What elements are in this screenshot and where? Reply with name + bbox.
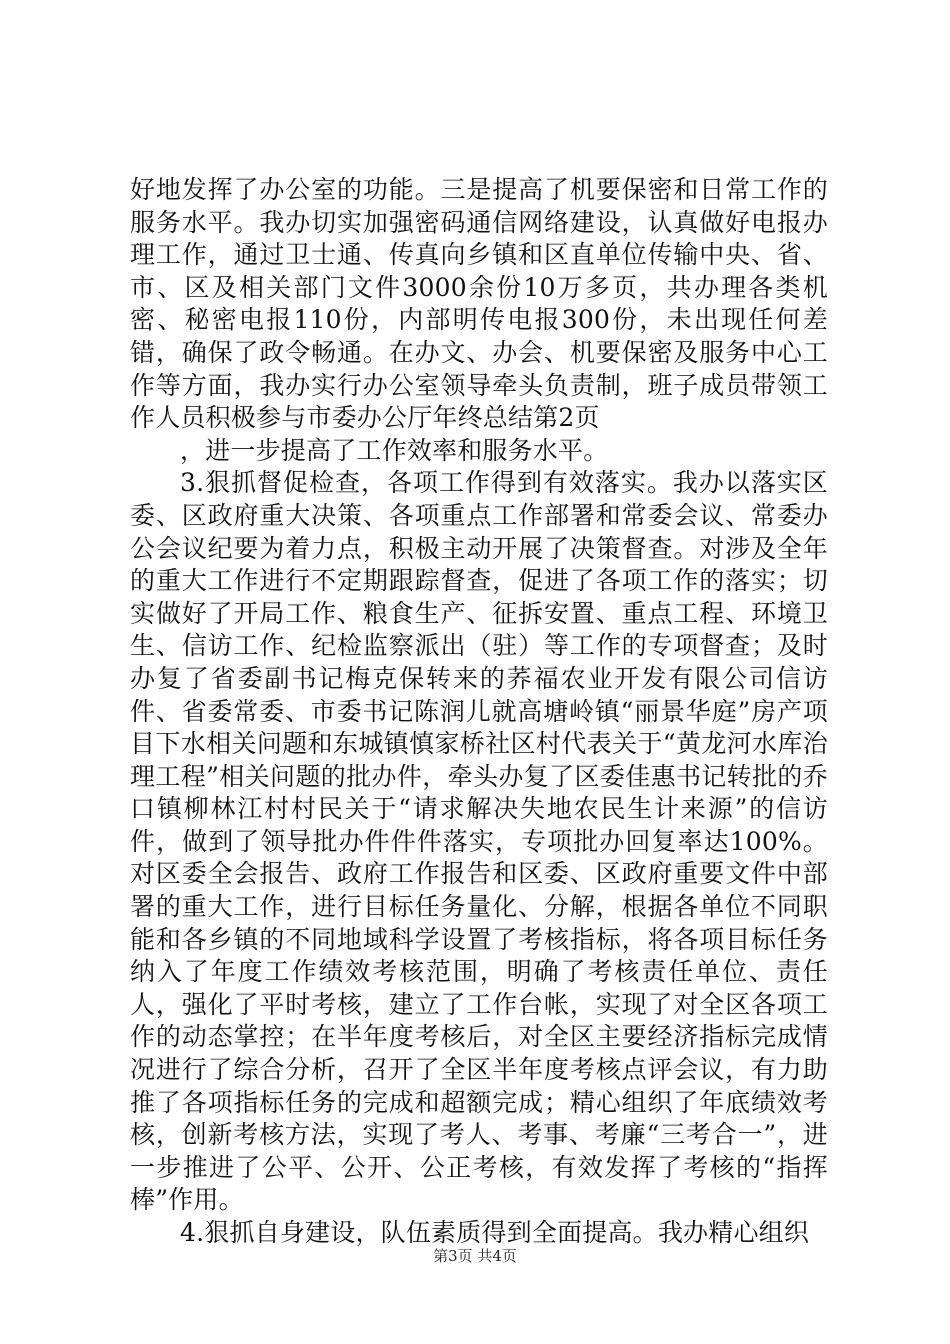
paragraph-continuation: 好地发挥了办公室的功能。三是提高了机要保密和日常工作的服务水平。我办切实加强密码通信网络建设，认真做好电报办理工作，通过卫士通、传真向乡镇和区直单位传输中央、省、市、区及相关部门文件3000余份10万多页，共办理各类机密、秘密电报110份，内部明传电报300份，未出现任何差错，确保了政令畅通。在办文、办会、机要保密及服务中心工作等方面，我办实行办公室领导牵头负责制，班子成员带领工作人员积极参与市委办公厅年终总结第2页 [130, 175, 828, 433]
paragraph-self-building: 4.狠抓自身建设，队伍素质得到全面提高。我办精心组织 [180, 1218, 810, 1247]
paragraph-continuation-fragment: ，进一步提高了工作效率和服务水平。 [180, 435, 609, 465]
page-footer: 第3页 共4页 [433, 1247, 517, 1265]
paragraph-supervision: 3.狠抓督促检查，各项工作得到有效落实。我办以落实区委、区政府重大决策、各项重点工作部署和常委会议、常委办公会议纪要为着力点，积极主动开展了决策督查。对涉及全年的重大工作进行不定期跟踪督查，促进了各项工作的落实；切实做好了开局工作、粮食生产、征拆安置、重点工程、环境卫生、信访工作、纪检监察派出（驻）等工作的专项督查；及时办复了省委副书记梅克保转来的荞福农业开发有限公司信访件、省委常委、市委书记陈润儿就高塘岭镇“丽景华庭”房产项目下水相关问题和东城镇慎家桥社区村代表关于“黄龙河水库治理工程”相关问题的批办件，牵头办复了区委佳惠书记转批的乔口镇柳林江村村民关于“请求解决失地农民生计来源”的信访件，做到了领导批办件件件落实，专项批办回复率达100%。对区委全会报告、政府工作报告和区委、区政府重要文件中部署的重大工作，进行目标任务量化、分解，根据各单位不同职能和各乡镇的不同地域科学设置了考核指标，将各项目标任务纳入了年度工作绩效考核范围，明确了考核责任单位、责任人，强化了平时考核，建立了工作台帐，实现了对全区各项工作的动态掌控；在半年度考核后，对全区主要经济指标完成情况进行了综合分析，召开了全区半年度考核点评会议，有力助推了各项指标任务的完成和超额完成；精心组织了年底绩效考核，创新考核方法，实现了考人、考事、考廉“三考合一”，进一步推进了公平、公开、公正考核，有效发挥了考核的“指挥棒”作用。 [130, 468, 828, 1215]
document-body [130, 174, 828, 1250]
